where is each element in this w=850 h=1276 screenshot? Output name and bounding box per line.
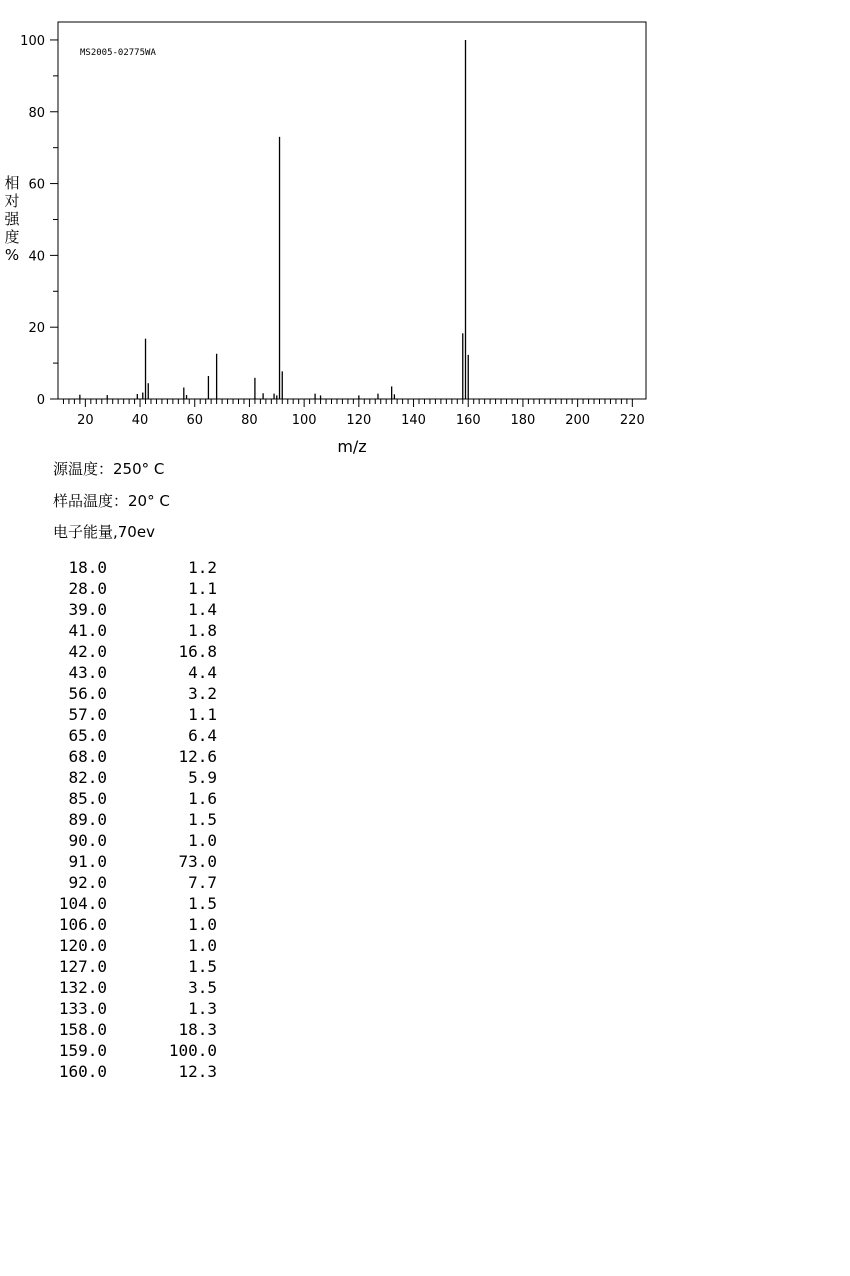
peak-row [0, 600, 260, 621]
peak-abundance: 1.0 [188, 915, 217, 934]
peak-mz: 28.0 [68, 579, 107, 598]
x-tick-label: 60 [186, 413, 204, 428]
peak-row [0, 978, 260, 999]
y-tick-label: 20 [28, 321, 45, 337]
peak-abundance: 1.3 [188, 999, 217, 1018]
y-axis-label-char: 度 [4, 228, 20, 246]
peak-abundance: 18.3 [178, 1020, 217, 1039]
peak-mz: 43.0 [68, 663, 107, 682]
peak-row [0, 894, 260, 915]
peak-row [0, 726, 260, 747]
peak-abundance: 1.5 [188, 810, 217, 829]
peak-mz: 85.0 [68, 789, 107, 808]
peak-row [0, 957, 260, 978]
peak-row [0, 789, 260, 810]
peak-row [0, 1041, 260, 1062]
peak-abundance: 4.4 [188, 663, 217, 682]
peak-row [0, 579, 260, 600]
peak-mz: 91.0 [68, 852, 107, 871]
peak-mz: 159.0 [58, 1041, 107, 1060]
peak-mz: 39.0 [68, 600, 107, 619]
peak-mz: 68.0 [68, 747, 107, 766]
peak-abundance: 1.5 [188, 894, 217, 913]
peak-row [0, 705, 260, 726]
peak-mz: 106.0 [58, 915, 107, 934]
peak-row [0, 684, 260, 705]
peak-row [0, 915, 260, 936]
peak-abundance: 1.0 [188, 831, 217, 850]
peak-abundance: 1.5 [188, 957, 217, 976]
x-axis-label: m/z [337, 437, 367, 456]
peak-mz: 42.0 [68, 642, 107, 661]
peak-mz: 65.0 [68, 726, 107, 745]
x-axis-ticks [63, 399, 644, 428]
y-axis-label-char: 强 [4, 210, 20, 228]
y-tick-label: 40 [28, 249, 45, 265]
peak-mz: 132.0 [58, 978, 107, 997]
peak-abundance: 1.4 [188, 600, 217, 619]
source-temperature: 源温度：250° C [53, 460, 165, 478]
peak-row [0, 999, 260, 1020]
x-tick-label: 140 [401, 413, 426, 428]
peak-mz: 133.0 [58, 999, 107, 1018]
peak-mz: 90.0 [68, 831, 107, 850]
peak-abundance: 16.8 [178, 642, 217, 661]
peak-abundance: 100.0 [168, 1041, 217, 1060]
mass-spectrum-chart [0, 0, 850, 460]
peak-abundance: 6.4 [188, 726, 217, 745]
electron-energy: 电子能量,70ev [53, 523, 155, 541]
y-axis-label-char: 相 [4, 174, 20, 192]
peak-abundance: 7.7 [188, 873, 217, 892]
peak-mz: 160.0 [58, 1062, 107, 1081]
peak-row [0, 768, 260, 789]
peak-row [0, 1020, 260, 1041]
peak-abundance: 1.8 [188, 621, 217, 640]
peak-abundance: 1.1 [188, 705, 217, 724]
sample-temperature: 样品温度：20° C [53, 492, 170, 510]
y-axis-label-char: 对 [4, 192, 20, 210]
peak-mz: 41.0 [68, 621, 107, 640]
peak-row [0, 642, 260, 663]
peak-row [0, 810, 260, 831]
peak-mz: 127.0 [58, 957, 107, 976]
peak-mz: 57.0 [68, 705, 107, 724]
peak-mz: 82.0 [68, 768, 107, 787]
peak-row [0, 558, 260, 579]
peak-abundance: 3.2 [188, 684, 217, 703]
x-tick-label: 180 [510, 413, 536, 428]
x-tick-label: 80 [241, 413, 258, 428]
peak-abundance: 1.2 [188, 558, 217, 577]
peak-row [0, 873, 260, 894]
peak-row [0, 852, 260, 873]
spectrum-peaks [80, 40, 468, 399]
y-axis-label-char: % [4, 246, 20, 264]
peak-row [0, 747, 260, 768]
x-tick-label: 100 [291, 413, 317, 428]
peak-abundance: 73.0 [178, 852, 217, 871]
plot-frame [58, 22, 646, 399]
x-tick-label: 220 [619, 413, 645, 428]
x-tick-label: 160 [455, 413, 481, 428]
peak-abundance: 3.5 [188, 978, 217, 997]
y-axis-label [4, 174, 20, 264]
peak-row [0, 621, 260, 642]
x-tick-label: 200 [565, 413, 591, 428]
peak-mz: 18.0 [68, 558, 107, 577]
peak-abundance: 1.0 [188, 936, 217, 955]
x-tick-label: 20 [77, 413, 94, 428]
peak-abundance: 1.1 [188, 579, 217, 598]
y-axis-ticks [20, 34, 58, 408]
peak-abundance: 1.6 [188, 789, 217, 808]
x-tick-label: 40 [131, 413, 149, 428]
peak-mz: 56.0 [68, 684, 107, 703]
peak-abundance: 5.9 [188, 768, 217, 787]
chart-title: MS2005-02775WA [80, 48, 156, 58]
y-tick-label: 0 [36, 393, 45, 408]
peak-mz: 120.0 [58, 936, 107, 955]
peak-abundance: 12.6 [178, 747, 217, 766]
peak-row [0, 936, 260, 957]
y-tick-label: 100 [20, 33, 45, 49]
peak-row [0, 663, 260, 684]
peak-mz: 92.0 [68, 873, 107, 892]
peak-row [0, 831, 260, 852]
peak-mz: 104.0 [58, 894, 107, 913]
peak-abundance: 12.3 [178, 1062, 217, 1081]
y-tick-label: 80 [28, 105, 45, 121]
x-tick-label: 120 [346, 413, 372, 428]
y-tick-label: 60 [28, 177, 45, 193]
peak-mz: 89.0 [68, 810, 107, 829]
peak-row [0, 1062, 260, 1083]
peak-mz: 158.0 [58, 1020, 107, 1039]
